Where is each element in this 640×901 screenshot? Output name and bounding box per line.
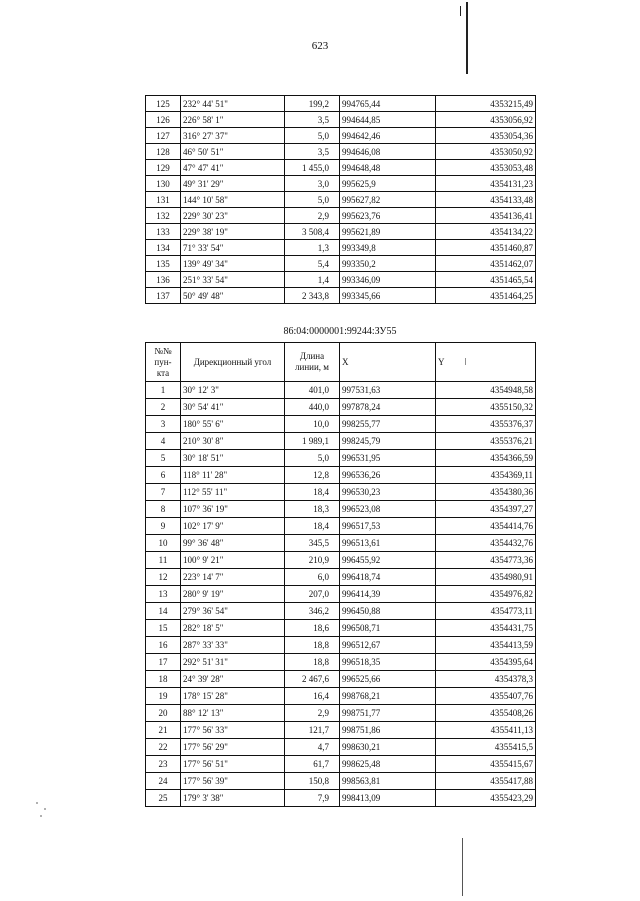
point-number-cell: 12: [146, 569, 181, 586]
y-coordinate-cell: 4354136,41: [436, 208, 536, 224]
page-number: 623: [311, 40, 329, 52]
point-number-cell: 135: [146, 256, 181, 272]
scan-speck: [40, 815, 42, 817]
line-length-cell: 210,9: [285, 552, 340, 569]
y-coordinate-cell: 4355408,26: [436, 705, 536, 722]
line-length-cell: 18,8: [285, 637, 340, 654]
line-length-cell: 2 467,6: [285, 671, 340, 688]
point-number-cell: 24: [146, 773, 181, 790]
x-coordinate-cell: 995627,82: [340, 192, 436, 208]
x-coordinate-cell: 996455,92: [340, 552, 436, 569]
table-row: [146, 208, 536, 224]
header-y-label: Y: [438, 356, 445, 367]
table-row: [146, 535, 536, 552]
x-coordinate-cell: 996418,74: [340, 569, 436, 586]
line-length-cell: 5,0: [285, 192, 340, 208]
x-coordinate-cell: 996530,23: [340, 484, 436, 501]
point-number-cell: 136: [146, 272, 181, 288]
y-coordinate-cell: 4354395,64: [436, 654, 536, 671]
point-number-cell: 131: [146, 192, 181, 208]
line-length-cell: 12,8: [285, 467, 340, 484]
table-row: [146, 620, 536, 637]
point-number-cell: 22: [146, 739, 181, 756]
point-number-cell: 15: [146, 620, 181, 637]
x-coordinate-cell: 998245,79: [340, 433, 436, 450]
direction-angle-cell: 30° 54' 41": [181, 399, 285, 416]
line-length-cell: 2,9: [285, 705, 340, 722]
direction-angle-cell: 99° 36' 48": [181, 535, 285, 552]
point-number-cell: 8: [146, 501, 181, 518]
x-coordinate-cell: 993350,2: [340, 256, 436, 272]
x-coordinate-cell: 996512,67: [340, 637, 436, 654]
y-coordinate-cell: 4355415,5: [436, 739, 536, 756]
table-row: [146, 399, 536, 416]
y-coordinate-cell: 4354133,48: [436, 192, 536, 208]
y-coordinate-cell: 4354976,82: [436, 586, 536, 603]
table-row: [146, 501, 536, 518]
x-coordinate-cell: 993345,66: [340, 288, 436, 304]
table-row: [146, 433, 536, 450]
direction-angle-cell: 144° 10' 58": [181, 192, 285, 208]
table-row: [146, 112, 536, 128]
y-coordinate-cell: 4353215,49: [436, 96, 536, 112]
point-number-cell: 17: [146, 654, 181, 671]
x-coordinate-cell: 996518,35: [340, 654, 436, 671]
parcel-caption: 86:04:0000001:99244:ЗУ55: [283, 326, 397, 337]
table-body: [146, 96, 536, 304]
line-length-cell: 10,0: [285, 416, 340, 433]
table-row: [146, 467, 536, 484]
y-coordinate-cell: 4351464,25: [436, 288, 536, 304]
direction-angle-cell: 177° 56' 51": [181, 756, 285, 773]
direction-angle-cell: 232° 44' 51": [181, 96, 285, 112]
line-length-cell: 150,8: [285, 773, 340, 790]
line-length-cell: 1,3: [285, 240, 340, 256]
y-coordinate-cell: 4355415,67: [436, 756, 536, 773]
direction-angle-cell: 107° 36' 19": [181, 501, 285, 518]
x-coordinate-cell: 993346,09: [340, 272, 436, 288]
direction-angle-cell: 112° 55' 11": [181, 484, 285, 501]
scan-speck: [44, 808, 46, 810]
x-coordinate-cell: 996531,95: [340, 450, 436, 467]
x-coordinate-cell: 994642,46: [340, 128, 436, 144]
point-number-cell: 126: [146, 112, 181, 128]
coordinates-table-continued: [145, 95, 536, 304]
point-number-cell: 130: [146, 176, 181, 192]
y-coordinate-cell: 4353054,36: [436, 128, 536, 144]
table-row: [146, 256, 536, 272]
line-length-cell: 6,0: [285, 569, 340, 586]
table-row: [146, 756, 536, 773]
scan-speck: [36, 802, 38, 804]
point-number-cell: 19: [146, 688, 181, 705]
point-number-cell: 132: [146, 208, 181, 224]
line-length-cell: 440,0: [285, 399, 340, 416]
table-row: [146, 128, 536, 144]
line-length-cell: 61,7: [285, 756, 340, 773]
x-coordinate-cell: 998768,21: [340, 688, 436, 705]
header-point-number: №№ пун- кта: [146, 343, 181, 382]
y-coordinate-cell: 4354134,22: [436, 224, 536, 240]
direction-angle-cell: 280° 9' 19": [181, 586, 285, 603]
scan-mark-top-right-tick: [460, 6, 461, 16]
line-length-cell: 345,5: [285, 535, 340, 552]
x-coordinate-cell: 994646,08: [340, 144, 436, 160]
y-coordinate-cell: 4355376,21: [436, 433, 536, 450]
y-coordinate-cell: 4354366,59: [436, 450, 536, 467]
y-coordinate-cell: 4355417,88: [436, 773, 536, 790]
table-row: [146, 705, 536, 722]
x-coordinate-cell: 994648,48: [340, 160, 436, 176]
point-number-cell: 134: [146, 240, 181, 256]
direction-angle-cell: 287° 33' 33": [181, 637, 285, 654]
x-coordinate-cell: 996508,71: [340, 620, 436, 637]
table-row: [146, 739, 536, 756]
table-row: [146, 569, 536, 586]
y-coordinate-cell: 4351462,07: [436, 256, 536, 272]
direction-angle-cell: 179° 3' 38": [181, 790, 285, 807]
line-length-cell: 346,2: [285, 603, 340, 620]
direction-angle-cell: 292° 51' 31": [181, 654, 285, 671]
point-number-cell: 2: [146, 399, 181, 416]
y-coordinate-cell: 4355411,13: [436, 722, 536, 739]
direction-angle-cell: 46° 50' 51": [181, 144, 285, 160]
x-coordinate-cell: 996513,61: [340, 535, 436, 552]
point-number-cell: 9: [146, 518, 181, 535]
line-length-cell: 1 455,0: [285, 160, 340, 176]
header-line-length: Длина линии, м: [285, 343, 340, 382]
point-number-cell: 128: [146, 144, 181, 160]
x-coordinate-cell: 998563,81: [340, 773, 436, 790]
table-row: [146, 552, 536, 569]
y-coordinate-cell: 4354369,11: [436, 467, 536, 484]
x-coordinate-cell: 996414,39: [340, 586, 436, 603]
direction-angle-cell: 226° 58' 1": [181, 112, 285, 128]
y-coordinate-cell: 4354397,27: [436, 501, 536, 518]
point-number-cell: 10: [146, 535, 181, 552]
y-coordinate-cell: 4354432,76: [436, 535, 536, 552]
line-length-cell: 18,3: [285, 501, 340, 518]
table-row: [146, 382, 536, 399]
point-number-cell: 3: [146, 416, 181, 433]
direction-angle-cell: 177° 56' 39": [181, 773, 285, 790]
x-coordinate-cell: 996536,26: [340, 467, 436, 484]
table-row: [146, 160, 536, 176]
direction-angle-cell: 49° 31' 29": [181, 176, 285, 192]
x-coordinate-cell: 996450,88: [340, 603, 436, 620]
y-coordinate-cell: 4355407,76: [436, 688, 536, 705]
cursor-mark-icon: ǀ: [464, 356, 467, 368]
direction-angle-cell: 24° 39' 28": [181, 671, 285, 688]
x-coordinate-cell: 993349,8: [340, 240, 436, 256]
table-row: [146, 450, 536, 467]
x-coordinate-cell: 996523,08: [340, 501, 436, 518]
point-number-cell: 23: [146, 756, 181, 773]
direction-angle-cell: 229° 30' 23": [181, 208, 285, 224]
x-coordinate-cell: 996525,66: [340, 671, 436, 688]
direction-angle-cell: 100° 9' 21": [181, 552, 285, 569]
table-row: [146, 288, 536, 304]
point-number-cell: 4: [146, 433, 181, 450]
header-y: [436, 343, 536, 382]
line-length-cell: 121,7: [285, 722, 340, 739]
coordinates-table: [145, 342, 536, 807]
x-coordinate-cell: 997878,24: [340, 399, 436, 416]
table-row: [146, 416, 536, 433]
direction-angle-cell: 118° 11' 28": [181, 467, 285, 484]
point-number-cell: 133: [146, 224, 181, 240]
y-coordinate-cell: 4355423,29: [436, 790, 536, 807]
x-coordinate-cell: 995623,76: [340, 208, 436, 224]
point-number-cell: 125: [146, 96, 181, 112]
y-coordinate-cell: 4354773,36: [436, 552, 536, 569]
table-row: [146, 603, 536, 620]
line-length-cell: 5,0: [285, 128, 340, 144]
table-row: [146, 773, 536, 790]
table-row: [146, 654, 536, 671]
table-row: [146, 272, 536, 288]
direction-angle-cell: 102° 17' 9": [181, 518, 285, 535]
point-number-cell: 18: [146, 671, 181, 688]
table-row: [146, 144, 536, 160]
direction-angle-cell: 177° 56' 29": [181, 739, 285, 756]
point-number-cell: 6: [146, 467, 181, 484]
direction-angle-cell: 177° 56' 33": [181, 722, 285, 739]
point-number-cell: 1: [146, 382, 181, 399]
x-coordinate-cell: 998625,48: [340, 756, 436, 773]
line-length-cell: 5,4: [285, 256, 340, 272]
line-length-cell: 18,8: [285, 654, 340, 671]
point-number-cell: 21: [146, 722, 181, 739]
x-coordinate-cell: 997531,63: [340, 382, 436, 399]
point-number-cell: 13: [146, 586, 181, 603]
line-length-cell: 18,4: [285, 484, 340, 501]
x-coordinate-cell: 998413,09: [340, 790, 436, 807]
point-number-cell: 20: [146, 705, 181, 722]
direction-angle-cell: 282° 18' 5": [181, 620, 285, 637]
point-number-cell: 5: [146, 450, 181, 467]
x-coordinate-cell: 998751,86: [340, 722, 436, 739]
direction-angle-cell: 229° 38' 19": [181, 224, 285, 240]
direction-angle-cell: 88° 12' 13": [181, 705, 285, 722]
x-coordinate-cell: 998751,77: [340, 705, 436, 722]
table-row: [146, 96, 536, 112]
line-length-cell: 3,0: [285, 176, 340, 192]
y-coordinate-cell: 4354414,76: [436, 518, 536, 535]
direction-angle-cell: 71° 33' 54": [181, 240, 285, 256]
point-number-cell: 16: [146, 637, 181, 654]
table-row: [146, 722, 536, 739]
y-coordinate-cell: 4354431,75: [436, 620, 536, 637]
line-length-cell: 1,4: [285, 272, 340, 288]
y-coordinate-cell: 4353053,48: [436, 160, 536, 176]
direction-angle-cell: 139° 49' 34": [181, 256, 285, 272]
table-row: [146, 790, 536, 807]
header-x: X: [340, 343, 436, 382]
table-header-row: [146, 343, 536, 382]
table-row: [146, 240, 536, 256]
direction-angle-cell: 316° 27' 37": [181, 128, 285, 144]
point-number-cell: 25: [146, 790, 181, 807]
direction-angle-cell: 30° 18' 51": [181, 450, 285, 467]
point-number-cell: 137: [146, 288, 181, 304]
line-length-cell: 16,4: [285, 688, 340, 705]
line-length-cell: 401,0: [285, 382, 340, 399]
direction-angle-cell: 47° 47' 41": [181, 160, 285, 176]
y-coordinate-cell: 4354380,36: [436, 484, 536, 501]
header-direction-angle: Дирекционный угол: [181, 343, 285, 382]
scan-mark-top-right: [466, 2, 468, 74]
direction-angle-cell: 178° 15' 28": [181, 688, 285, 705]
table-row: [146, 192, 536, 208]
table-row: [146, 224, 536, 240]
y-coordinate-cell: 4351460,87: [436, 240, 536, 256]
x-coordinate-cell: 996517,53: [340, 518, 436, 535]
point-number-cell: 127: [146, 128, 181, 144]
table-row: [146, 518, 536, 535]
y-coordinate-cell: 4354378,3: [436, 671, 536, 688]
y-coordinate-cell: 4354948,58: [436, 382, 536, 399]
direction-angle-cell: 210° 30' 8": [181, 433, 285, 450]
x-coordinate-cell: 998630,21: [340, 739, 436, 756]
point-number-cell: 11: [146, 552, 181, 569]
line-length-cell: 18,6: [285, 620, 340, 637]
table-row: [146, 637, 536, 654]
line-length-cell: 3,5: [285, 112, 340, 128]
direction-angle-cell: 223° 14' 7": [181, 569, 285, 586]
direction-angle-cell: 50° 49' 48": [181, 288, 285, 304]
y-coordinate-cell: 4354980,91: [436, 569, 536, 586]
y-coordinate-cell: 4353050,92: [436, 144, 536, 160]
y-coordinate-cell: 4355150,32: [436, 399, 536, 416]
x-coordinate-cell: 994765,44: [340, 96, 436, 112]
table-row: [146, 671, 536, 688]
line-length-cell: 2 343,8: [285, 288, 340, 304]
line-length-cell: 7,9: [285, 790, 340, 807]
line-length-cell: 207,0: [285, 586, 340, 603]
line-length-cell: 3,5: [285, 144, 340, 160]
direction-angle-cell: 180° 55' 6": [181, 416, 285, 433]
point-number-cell: 7: [146, 484, 181, 501]
line-length-cell: 199,2: [285, 96, 340, 112]
line-length-cell: 18,4: [285, 518, 340, 535]
direction-angle-cell: 251° 33' 54": [181, 272, 285, 288]
point-number-cell: 14: [146, 603, 181, 620]
table-row: [146, 688, 536, 705]
table-body: [146, 382, 536, 807]
point-number-cell: 129: [146, 160, 181, 176]
scan-mark-bottom: [462, 838, 463, 896]
y-coordinate-cell: 4353056,92: [436, 112, 536, 128]
direction-angle-cell: 30° 12' 3": [181, 382, 285, 399]
y-coordinate-cell: 4354773,11: [436, 603, 536, 620]
line-length-cell: 4,7: [285, 739, 340, 756]
table-row: [146, 586, 536, 603]
x-coordinate-cell: 994644,85: [340, 112, 436, 128]
y-coordinate-cell: 4355376,37: [436, 416, 536, 433]
table-row: [146, 176, 536, 192]
y-coordinate-cell: 4354413,59: [436, 637, 536, 654]
table-row: [146, 484, 536, 501]
line-length-cell: 1 989,1: [285, 433, 340, 450]
y-coordinate-cell: 4351465,54: [436, 272, 536, 288]
line-length-cell: 2,9: [285, 208, 340, 224]
x-coordinate-cell: 995621,89: [340, 224, 436, 240]
direction-angle-cell: 279° 36' 54": [181, 603, 285, 620]
x-coordinate-cell: 995625,9: [340, 176, 436, 192]
y-coordinate-cell: 4354131,23: [436, 176, 536, 192]
line-length-cell: 5,0: [285, 450, 340, 467]
x-coordinate-cell: 998255,77: [340, 416, 436, 433]
line-length-cell: 3 508,4: [285, 224, 340, 240]
